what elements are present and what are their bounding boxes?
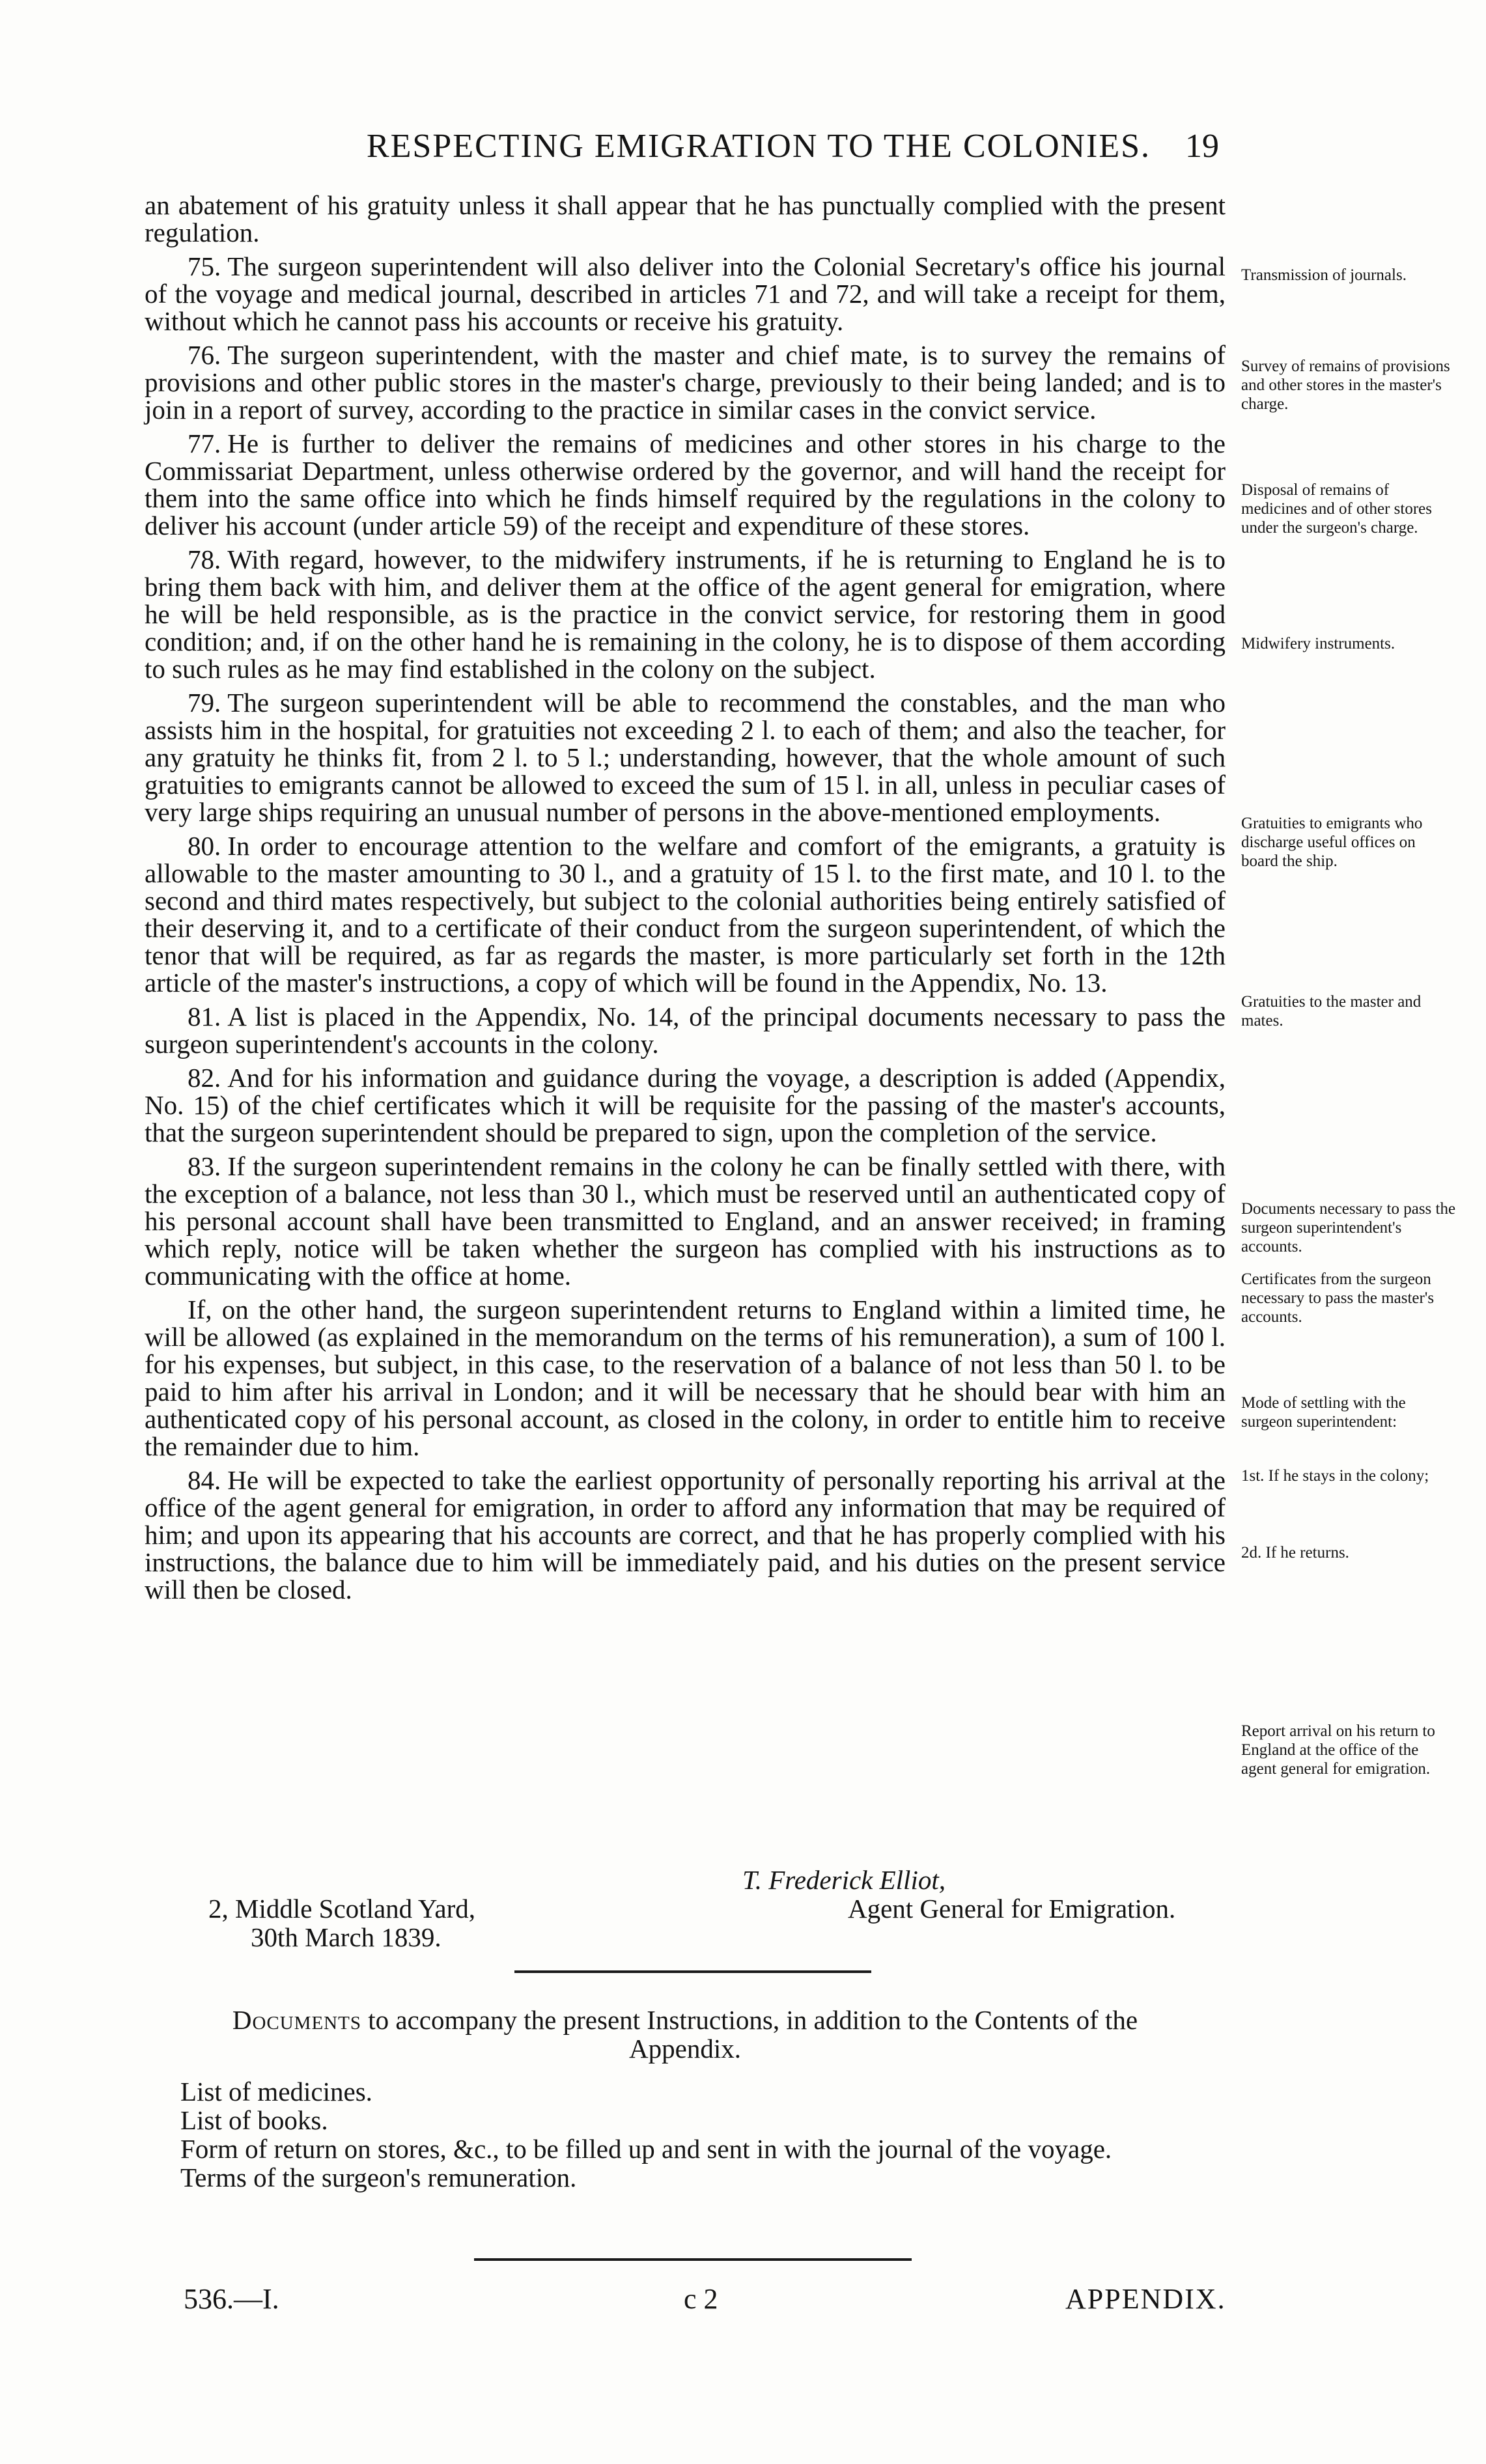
office-address: 2, Middle Scotland Yard, xyxy=(208,1894,475,1924)
paragraph-83: 83. If the surgeon superintendent remains in the colony he can be finally settled with there, with the exception of a balance, not less than 30 l., which must be reserved until an authenticated copy of his personal account shall have been transmitted to England, and an answer received; in framing which reply, notice will be taken whether the surgeon has complied with his instructions as to communicating with the office at home. xyxy=(145,1151,1226,1291)
marginal-note: Survey of remains of provisions and other stores in the master's charge. xyxy=(1241,357,1450,413)
signatory-title: Agent General for Emigration. xyxy=(848,1894,1176,1924)
paragraph-80: 80. In order to encourage attention to the welfare and comfort of the emigrants, a gratuity is allowable to the master amounting to 30 l., and a gratuity of 15 l. to the first mate, and 10 l. to the second and third mates respectively, but subject to the colonial authorities being entirely satisfied of their deserving it, and to a certificate of their conduct from the surgeon superintendent, of which the tenor that will be required, as far as regards the master, is more particularly set forth in the 12th article of the master's instructions, a copy of which will be found in the Appendix, No. 13. xyxy=(145,831,1226,998)
list-item: Form of return on stores, &c., to be filled up and sent in with the journal of the voyage. xyxy=(180,2134,1112,2164)
marginal-note: Mode of settling with the surgeon superintendent: xyxy=(1241,1394,1406,1431)
section-divider xyxy=(514,1970,871,1973)
marginal-note: Certificates from the surgeon necessary to pass the master's accounts. xyxy=(1241,1270,1435,1326)
paragraph-79: 79. The surgeon superintendent will be able to recommend the constables, and the man who assists him in the hospital, for gratuities not exceeding 2 l. to each of them; and also the teacher, for any gratuity he thinks fit, from 2 l. to 5 l.; understanding, however, that the whole amount of such gratuities to emigrants cannot be allowed to exceed the sum of 15 l. in all, unless in peculiar cases of very large ships requiring an unusual number of persons in the above-mentioned employments. xyxy=(145,688,1226,827)
page-number: 19 xyxy=(1185,128,1219,165)
marginal-note: Report arrival on his return to England at the office of the agent general for emigration. xyxy=(1241,1722,1435,1778)
marginal-note: 2d. If he returns. xyxy=(1241,1544,1349,1561)
signatory-name: T. Frederick Elliot, xyxy=(742,1865,946,1895)
paragraph-77: 77. He is further to deliver the remains of medicines and other stores in his charge to the Commissariat Department, unless otherwise ordered by the governor, and will hand the receipt for them into the same office into which he finds himself required by the regulations in the colony to deliver his account (under article 59) of the receipt and expenditure of these stores. xyxy=(145,428,1226,540)
marginal-note: Documents necessary to pass the surgeon superintendent's accounts. xyxy=(1241,1200,1456,1255)
paragraph-continuation: an abatement of his gratuity unless it shall appear that he has punctually complied with the present regulation. xyxy=(145,190,1226,247)
marginal-note: Gratuities to the master and mates. xyxy=(1241,993,1422,1029)
marginal-note: 1st. If he stays in the colony; xyxy=(1241,1467,1429,1485)
catchword: APPENDIX. xyxy=(1065,2283,1226,2315)
documents-heading: Documents to accompany the present Instructions, in addition to the Contents of the Appendix. xyxy=(232,2005,1138,2064)
documents-list xyxy=(145,2077,1226,2192)
signature-date: 30th March 1839. xyxy=(251,1922,442,1952)
signature-mark: c 2 xyxy=(684,2283,718,2315)
list-item: List of books. xyxy=(180,2105,328,2135)
marginal-note: Gratuities to emigrants who discharge useful offices on board the ship. xyxy=(1241,815,1423,870)
marginal-note: Midwifery instruments. xyxy=(1241,635,1395,652)
document-number: 536.—I. xyxy=(184,2283,279,2315)
marginal-note: Disposal of remains of medicines and of other stores under the surgeon's charge. xyxy=(1241,481,1432,537)
running-title: RESPECTING EMIGRATION TO THE COLONIES. xyxy=(366,128,1151,165)
paragraph-83-continued: If, on the other hand, the surgeon superintendent returns to England within a limited time, he will be allowed (as explained in the memorandum on the terms of his remuneration), a sum of 100 l. for his expenses, but subject, in this case, to the reservation of a balance of not less than 50 l. to be paid to him after his arrival in London; and it will be necessary that he should bear with him an authenticated copy of his personal account, as closed in the colony, in order to entitle him to receive the remainder due to him. xyxy=(145,1295,1226,1461)
paragraph-75: 75. The surgeon superintendent will also deliver into the Colonial Secretary's office his journal of the voyage and medical journal, described in articles 71 and 72, and will take a receipt for them, without which he cannot pass his accounts or receive his gratuity. xyxy=(145,251,1226,336)
list-item: Terms of the surgeon's remuneration. xyxy=(180,2163,577,2192)
documents-section xyxy=(145,2006,1226,2192)
paragraph-76: 76. The surgeon superintendent, with the master and chief mate, is to survey the remains of provisions and other public stores in the master's charge, previously to their being landed; and is to join in a report of survey, according to the practice in similar cases in the convict service. xyxy=(145,340,1226,425)
list-item: List of medicines. xyxy=(180,2077,372,2107)
paragraph-81: 81. A list is placed in the Appendix, No. 14, of the principal documents necessary to pass the surgeon superintendent's accounts in the colony. xyxy=(145,1001,1226,1059)
body-text xyxy=(145,191,1226,1610)
paragraph-82: 82. And for his information and guidance during the voyage, a description is added (Appendix, No. 15) of the chief certificates which it will be requisite for the passing of the master's accounts, that the surgeon superintendent should be prepared to sign, upon the completion of the service. xyxy=(145,1063,1226,1147)
paragraph-78: 78. With regard, however, to the midwifery instruments, if he is returning to England he is to bring them back with him, and deliver them at the office of the agent general for emigration, where he will be held responsible, as is the practice in the convict service, for restoring them in good condition; and, if on the other hand he is remaining in the colony, he is to dispose of them according to such rules as he may find established in the colony on the subject. xyxy=(145,544,1226,684)
footer-divider xyxy=(474,2258,912,2261)
paragraph-84: 84. He will be expected to take the earliest opportunity of personally reporting his arrival at the office of the agent general for emigration, in order to afford any information that may be required of him; and upon its appearing that his accounts are correct, and that he has properly complied with his instructions, the balance due to him will be immediately paid, and his duties on the present service will then be closed. xyxy=(145,1465,1226,1604)
marginal-note: Transmission of journals. xyxy=(1241,266,1407,284)
